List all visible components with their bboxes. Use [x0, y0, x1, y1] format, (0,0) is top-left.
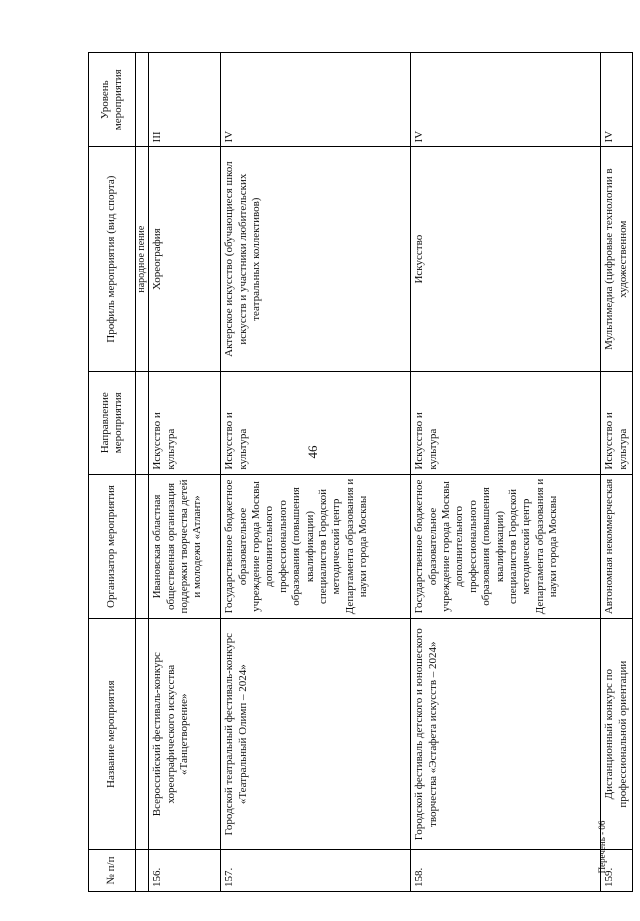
row-num: 159. [601, 850, 633, 892]
events-table-container [88, 52, 628, 892]
row-profile: Актерское искусство (обучающиеся школ искусств и участники любительских театральных коллективов) [221, 147, 411, 371]
row-name: Всероссийский фестиваль-конкурс хореографического искусства «Танцетворение» [149, 619, 221, 850]
row-organizer: Государственное бюджетное образовательное учреждение города Москвы дополнительного профессионального образования (повышения квалификации) специалистов Городской методический центр Департамента образования и науки города Москвы [411, 474, 601, 619]
row-level: III [149, 53, 221, 147]
row-level: IV [601, 53, 633, 147]
table-row [221, 53, 411, 892]
table-header-row [89, 53, 136, 892]
row-level: IV [411, 53, 601, 147]
row-level: IV [221, 53, 411, 147]
row-name: Дистанционный конкурс по профессиональной ориентации [601, 619, 633, 850]
row-profile: Хореография [149, 147, 221, 371]
carryover-row [136, 53, 149, 892]
row-direction: Искусство и культура [149, 371, 221, 474]
row-name: Городской фестиваль детского и юношеского творчества «Эстафета искусств – 2024» [411, 619, 601, 850]
row-organizer: Государственное бюджетное образовательное учреждение города Москвы дополнительного профессионального образования (повышения квалификации) специалистов Городской методический центр Департамента образования и науки города Москвы [221, 474, 411, 619]
page-number: 46 [305, 445, 320, 459]
header-direction: Направление мероприятия [89, 371, 136, 474]
table-row [601, 53, 633, 892]
row-num: 156. [149, 850, 221, 892]
header-num: № п/п [89, 850, 136, 892]
row-direction: Искусство и культура [411, 371, 601, 474]
row-num: 158. [411, 850, 601, 892]
events-table [88, 52, 633, 892]
row-direction: Искусство и культура [221, 371, 411, 474]
table-row [411, 53, 601, 892]
row-organizer: Автономная некоммерческая [601, 474, 633, 619]
row-num: 157. [221, 850, 411, 892]
header-organizer: Организатор мероприятия [89, 474, 136, 619]
header-level: Уровень мероприятия [89, 53, 136, 147]
table-row [149, 53, 221, 892]
header-profile: Профиль мероприятия (вид спорта) [89, 147, 136, 371]
header-name: Название мероприятия [89, 619, 136, 850]
row-organizer: Ивановская областная общественная организация поддержки творчества детей и молодежи «Атлант» [149, 474, 221, 619]
row-direction: Искусство и культура [601, 371, 633, 474]
carryover-profile: народное пение [136, 147, 149, 371]
row-profile: Мультимедиа (цифровые технологии в художественном [601, 147, 633, 371]
row-name: Городской театральный фестиваль-конкурс «Театральный Олимп – 2024» [221, 619, 411, 850]
footer-code: Перечень - 06 [597, 820, 607, 874]
row-profile: Искусство [411, 147, 601, 371]
